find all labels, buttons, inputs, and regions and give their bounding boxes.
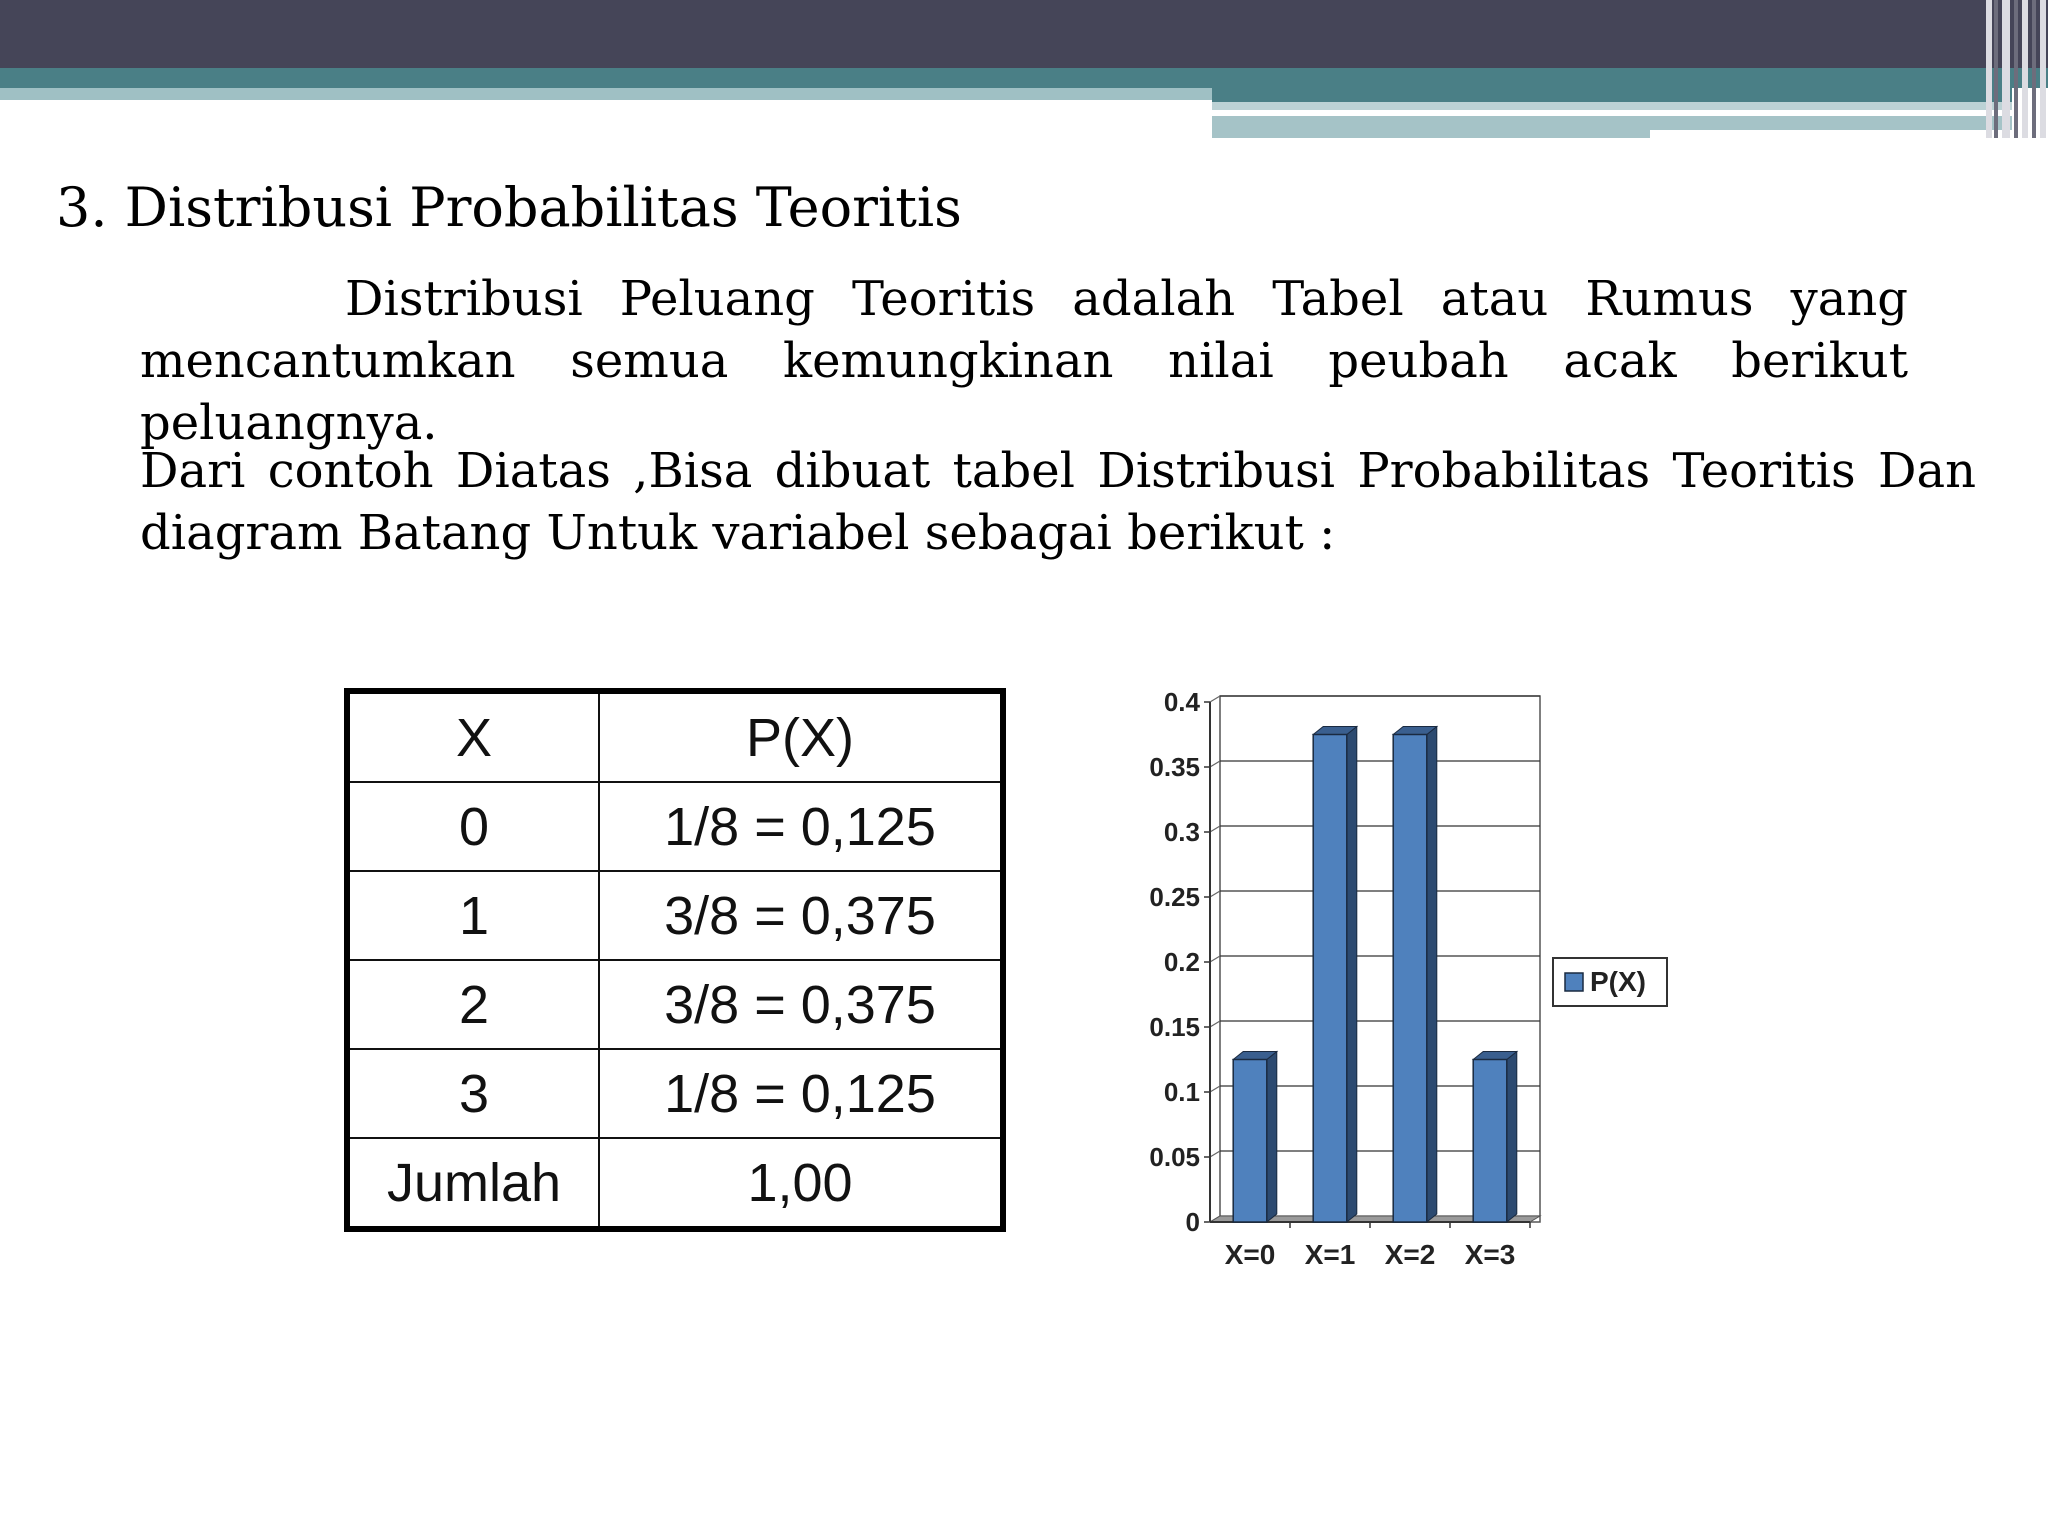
bar-side <box>1347 727 1357 1223</box>
y-tick-label: 0.35 <box>1149 752 1200 782</box>
gridline <box>1210 696 1220 702</box>
table-header-px: P(X) <box>599 691 1003 782</box>
gridline <box>1210 891 1220 897</box>
table-cell-px: 1/8 = 0,125 <box>599 782 1003 871</box>
bar-side <box>1507 1052 1517 1223</box>
legend-swatch <box>1565 973 1583 991</box>
bar-chart <box>1100 680 1700 1300</box>
header-band-notch <box>1650 130 2012 138</box>
x-tick-label: X=1 <box>1304 1239 1356 1270</box>
header-stripe <box>2032 0 2036 138</box>
bar <box>1473 1060 1507 1223</box>
table-cell-px: 3/8 = 0,375 <box>599 871 1003 960</box>
gridline <box>1210 1021 1220 1027</box>
table-row <box>347 960 1003 1049</box>
bar-side <box>1427 727 1437 1223</box>
header-stripe <box>2014 0 2018 138</box>
y-tick-label: 0.4 <box>1163 687 1200 717</box>
y-tick-label: 0 <box>1185 1207 1200 1237</box>
legend-label: P(X) <box>1590 966 1646 997</box>
table-cell-x: 0 <box>347 782 599 871</box>
bar <box>1393 735 1427 1223</box>
y-tick-label: 0.1 <box>1163 1077 1200 1107</box>
header-stripe <box>2022 0 2028 138</box>
probability-table <box>344 688 1006 1232</box>
table-header-x: X <box>347 691 599 782</box>
gridline <box>1210 956 1220 962</box>
table-cell-x: 1 <box>347 871 599 960</box>
y-tick-label: 0.2 <box>1163 947 1200 977</box>
y-tick-label: 0.15 <box>1149 1012 1200 1042</box>
table-row <box>347 1049 1003 1138</box>
x-tick-label: X=0 <box>1224 1239 1276 1270</box>
gridline <box>1210 1086 1220 1092</box>
bar <box>1313 735 1347 1223</box>
y-tick-label: 0.25 <box>1149 882 1200 912</box>
slide-title: 3. Distribusi Probabilitas Teoritis <box>56 176 962 239</box>
definition-paragraph: Distribusi Peluang Teoritis adalah Tabel atau Rumus yang mencantumkan semua kemungkinan nilai peubah acak berikut peluangnya. <box>140 271 1908 451</box>
table-cell-x: 3 <box>347 1049 599 1138</box>
header-stripe <box>2040 0 2046 138</box>
header-stripe <box>1994 0 1998 138</box>
table-cell-px: 1/8 = 0,125 <box>599 1049 1003 1138</box>
header-band-right-teal <box>1212 88 2012 102</box>
gridline <box>1210 826 1220 832</box>
table-cell-x: 2 <box>347 960 599 1049</box>
intro-paragraph: Dari contoh Diatas ,Bisa dibuat tabel Distribusi Probabilitas Teoritis Dan diagram Batang Untuk variabel sebagai berikut : <box>140 443 1976 561</box>
table-cell-px: 3/8 = 0,375 <box>599 960 1003 1049</box>
bar-side <box>1267 1052 1277 1223</box>
header-band-teal <box>0 68 2048 88</box>
bar <box>1233 1060 1267 1223</box>
table-row <box>347 782 1003 871</box>
table-row <box>347 871 1003 960</box>
header-band-light <box>0 88 1212 100</box>
header-stripe <box>2002 0 2010 138</box>
y-tick-label: 0.3 <box>1163 817 1200 847</box>
table-cell-total-label: Jumlah <box>347 1138 599 1229</box>
gridline <box>1210 1151 1220 1157</box>
gridline <box>1210 761 1220 767</box>
table-cell-total-value: 1,00 <box>599 1138 1003 1229</box>
header-band-dark <box>0 0 2048 68</box>
header-band-right-light <box>1212 102 2012 110</box>
x-tick-label: X=3 <box>1464 1239 1516 1270</box>
table-row-total <box>347 1138 1003 1229</box>
x-tick-label: X=2 <box>1384 1239 1436 1270</box>
header-stripe <box>1986 0 1992 138</box>
y-tick-label: 0.05 <box>1149 1142 1200 1172</box>
table-header-row <box>347 691 1003 782</box>
